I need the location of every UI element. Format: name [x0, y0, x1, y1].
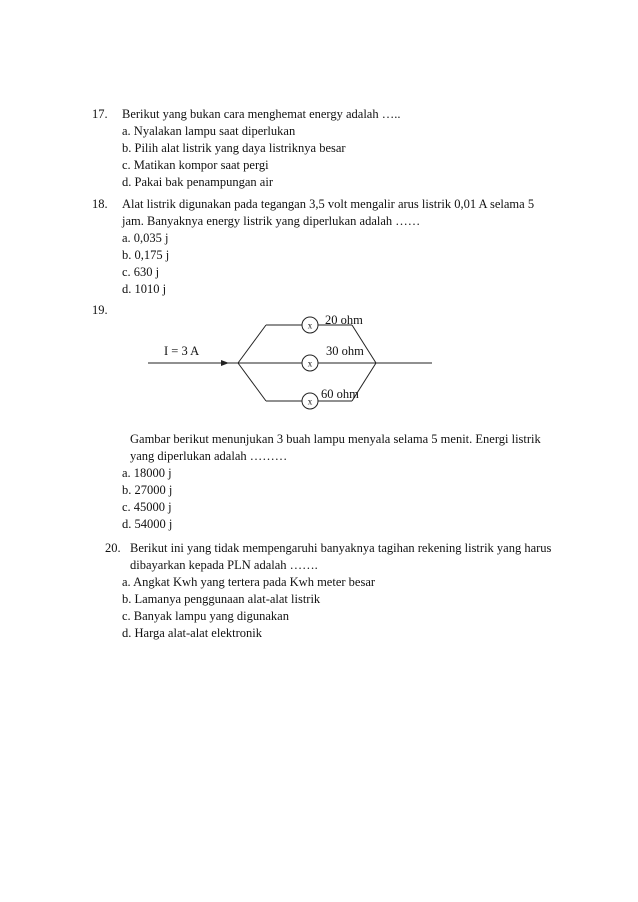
- q20-option-a: a. Angkat Kwh yang tertera pada Kwh meter besar: [122, 575, 376, 589]
- circuit-branch-left-top: [238, 325, 266, 363]
- lamp-symbol-middle: x: [307, 358, 313, 369]
- lamp-symbol-bottom: x: [307, 396, 313, 407]
- q20-option-c: c. Banyak lampu yang digunakan: [122, 609, 289, 623]
- q17-option-b: b. Pilih alat listrik yang daya listriknya besar: [122, 141, 346, 155]
- q18-number: 18.: [92, 197, 108, 211]
- q19-question-line-1: Gambar berikut menunjukan 3 buah lampu menyala selama 5 menit. Energi listrik: [130, 432, 541, 446]
- q19-question-line-2: yang diperlukan adalah ………: [130, 449, 288, 463]
- q20-question-line-2: dibayarkan kepada PLN adalah …….: [130, 558, 318, 572]
- resistor-label-20-ohm: 20 ohm: [325, 313, 363, 327]
- q17-option-d: d. Pakai bak penampungan air: [122, 175, 273, 189]
- q18-option-d: d. 1010 j: [122, 282, 167, 296]
- q17-question: Berikut yang bukan cara menghemat energy adalah …..: [122, 107, 401, 121]
- q20-option-b: b. Lamanya penggunaan alat-alat listrik: [122, 592, 321, 606]
- parallel-circuit-diagram: [0, 305, 638, 425]
- q20-option-d: d. Harga alat-alat elektronik: [122, 626, 262, 640]
- q19-option-a: a. 18000 j: [122, 466, 172, 480]
- q19-option-d: d. 54000 j: [122, 517, 173, 531]
- q18-question-line-2: jam. Banyaknya energy listrik yang diperlukan adalah ……: [122, 214, 421, 228]
- q19-option-b: b. 27000 j: [122, 483, 173, 497]
- q17-number: 17.: [92, 107, 108, 121]
- q20-question-line-1: Berikut ini yang tidak mempengaruhi banyaknya tagihan rekening listrik yang harus: [130, 541, 552, 555]
- q17-option-a: a. Nyalakan lampu saat diperlukan: [122, 124, 296, 138]
- resistor-label-30-ohm: 30 ohm: [326, 344, 364, 358]
- q18-question-line-1: Alat listrik digunakan pada tegangan 3,5 volt mengalir arus listrik 0,01 A selama 5: [122, 197, 535, 211]
- current-label: I = 3 A: [164, 344, 200, 358]
- current-arrow-icon: [221, 360, 229, 366]
- resistor-label-60-ohm: 60 ohm: [321, 387, 359, 401]
- q17-option-c: c. Matikan kompor saat pergi: [122, 158, 269, 172]
- q20-number: 20.: [105, 541, 121, 555]
- q19-number: 19.: [92, 303, 108, 317]
- q19-option-c: c. 45000 j: [122, 500, 172, 514]
- q18-option-a: a. 0,035 j: [122, 231, 169, 245]
- circuit-branch-left-bottom: [238, 363, 266, 401]
- q18-option-b: b. 0,175 j: [122, 248, 170, 262]
- q18-option-c: c. 630 j: [122, 265, 160, 279]
- lamp-symbol-top: x: [307, 320, 313, 331]
